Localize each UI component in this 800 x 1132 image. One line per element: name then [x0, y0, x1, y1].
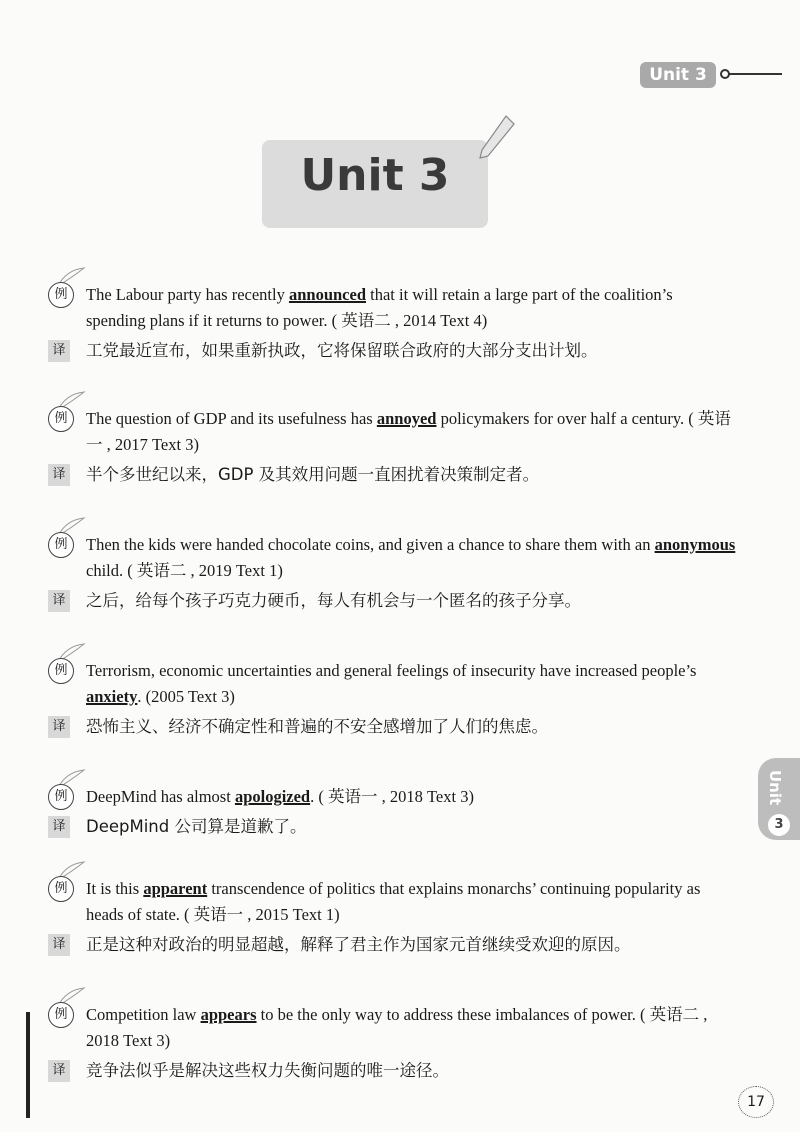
sentence-text: It is this	[86, 879, 144, 898]
translation-marker-icon: 译	[48, 464, 70, 486]
example-sentence	[46, 784, 736, 810]
example-entry	[46, 784, 736, 840]
keyword: annoyed	[376, 409, 437, 428]
sentence-text: The question of GDP and its usefulness has	[86, 409, 377, 428]
side-unit-number: 3	[768, 814, 790, 836]
translation-sentence	[46, 588, 736, 614]
example-sentence	[46, 406, 736, 458]
translation-marker-icon: 译	[48, 816, 70, 838]
translation-sentence	[46, 814, 736, 840]
example-sentence	[46, 1002, 736, 1054]
translation-sentence	[46, 338, 736, 364]
translation-text: 之后，给每个孩子巧克力硬币，每人有机会与一个匿名的孩子分享。	[86, 591, 581, 610]
translation-marker-icon: 译	[48, 340, 70, 362]
example-marker-icon: 例	[48, 1002, 74, 1028]
example-sentence	[46, 658, 736, 710]
sentence-text: child. ( 英语二 , 2019 Text 1)	[86, 561, 283, 580]
translation-sentence	[46, 1058, 736, 1084]
page-number: 17	[738, 1086, 774, 1118]
translation-marker-icon: 译	[48, 1060, 70, 1082]
example-sentence	[46, 876, 736, 928]
example-marker-icon: 例	[48, 658, 74, 684]
translation-text: 竞争法似乎是解决这些权力失衡问题的唯一途径。	[86, 1061, 449, 1080]
keyword: apologized	[234, 787, 311, 806]
sentence-text: Competition law	[86, 1005, 201, 1024]
keyword: apparent	[143, 879, 208, 898]
sentence-text: DeepMind has almost	[86, 787, 235, 806]
margin-bar	[26, 1012, 30, 1118]
header-rule-dot	[720, 69, 730, 79]
example-entry	[46, 532, 736, 614]
translation-text: 工党最近宣布，如果重新执政，它将保留联合政府的大部分支出计划。	[86, 341, 598, 360]
translation-marker-icon: 译	[48, 590, 70, 612]
translation-marker-icon: 译	[48, 934, 70, 956]
sentence-text: Then the kids were handed chocolate coins, and given a chance to share them with an	[86, 535, 655, 554]
keyword: anxiety	[86, 687, 138, 706]
sentence-text: . ( 英语一 , 2018 Text 3)	[310, 787, 474, 806]
side-unit-label: Unit	[766, 770, 784, 806]
example-marker-icon: 例	[48, 876, 74, 902]
example-marker-icon: 例	[48, 532, 74, 558]
translation-marker-icon: 译	[48, 716, 70, 738]
example-entry	[46, 282, 736, 364]
example-marker-icon: 例	[48, 406, 74, 432]
example-marker-icon: 例	[48, 282, 74, 308]
translation-text: 恐怖主义、经济不确定性和普遍的不安全感增加了人们的焦虑。	[86, 717, 548, 736]
sentence-text: transcendence of politics that explains monarchs’ continuing popularity as heads of state. ( 英语一 , 2015 Text 1)	[86, 879, 701, 924]
keyword: appears	[200, 1005, 257, 1024]
translation-sentence	[46, 462, 736, 488]
translation-text: 半个多世纪以来，GDP 及其效用问题一直困扰着决策制定者。	[86, 465, 540, 484]
page-title: Unit 3	[300, 150, 450, 201]
keyword: anonymous	[654, 535, 736, 554]
sentence-text: policymakers for over half a century. ( 英语一 , 2017 Text 3)	[86, 409, 731, 454]
example-entry	[46, 876, 736, 958]
unit-tag: Unit 3	[640, 62, 716, 88]
example-sentence	[46, 532, 736, 584]
example-marker-icon: 例	[48, 784, 74, 810]
translation-sentence	[46, 932, 736, 958]
sentence-text: . (2005 Text 3)	[137, 687, 235, 706]
translation-text: DeepMind 公司算是道歉了。	[86, 817, 307, 836]
header-rule	[722, 73, 782, 75]
sentence-text: to be the only way to address these imbalances of power. ( 英语二 , 2018 Text 3)	[86, 1005, 708, 1050]
example-entry	[46, 1002, 736, 1084]
sentence-text: that it will retain a large part of the coalition’s spending plans if it returns to power. ( 英语二 , 2014 Text 4)	[86, 285, 673, 330]
translation-text: 正是这种对政治的明显超越，解释了君主作为国家元首继续受欢迎的原因。	[86, 935, 631, 954]
example-entry	[46, 406, 736, 488]
sentence-text: Terrorism, economic uncertainties and general feelings of insecurity have increased people’s	[86, 661, 697, 680]
example-entry	[46, 658, 736, 740]
example-sentence	[46, 282, 736, 334]
keyword: announced	[288, 285, 366, 304]
sentence-text: The Labour party has recently	[86, 285, 289, 304]
translation-sentence	[46, 714, 736, 740]
